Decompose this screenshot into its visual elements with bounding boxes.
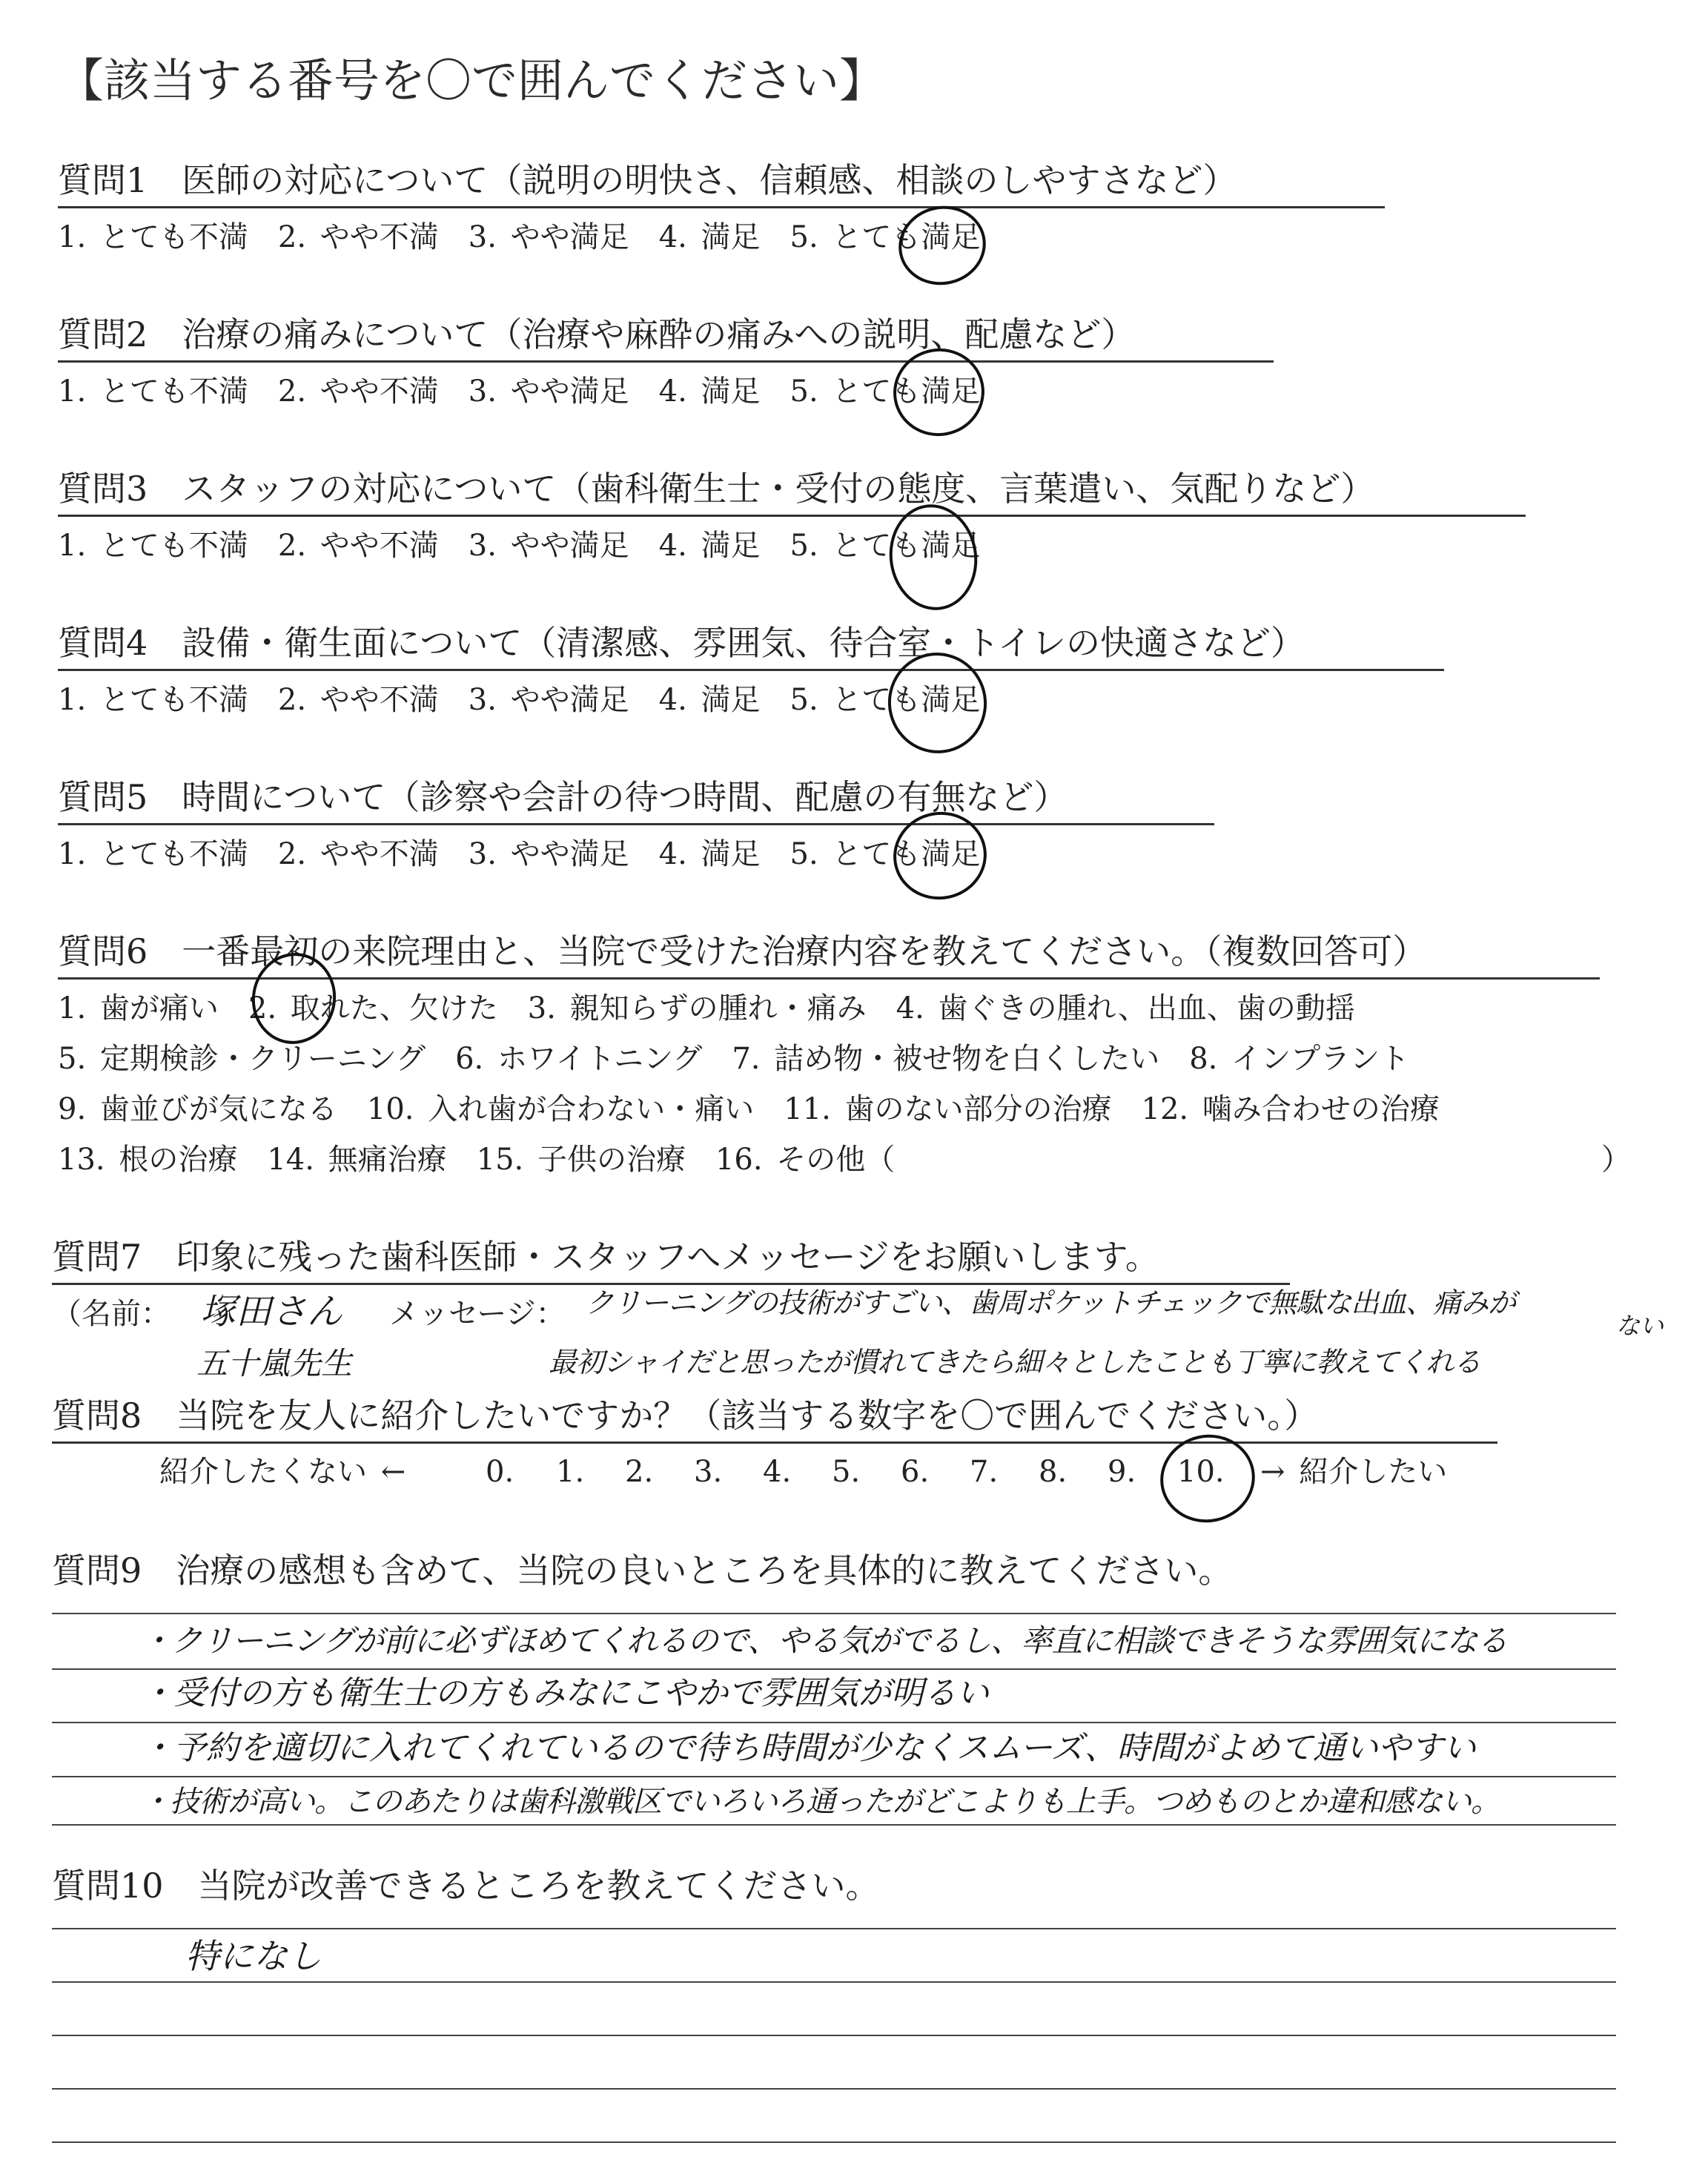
q4-options: 1. とても不満 2. やや不満 3. やや満足 4. 満足 5. とても満足 <box>58 683 981 717</box>
q8-scale-3: 3. <box>694 1455 723 1489</box>
q9-answer-1[interactable]: ・クリーニングが前に必ずほめてくれるので、やる気がでるし、率直に相談できそうな雰囲気になる <box>141 1622 1508 1659</box>
q6-options-line-3: 9. 歯並びが気になる 10. 入れ歯が合わない・痛い 11. 歯のない部分の治療 12. 噛み合わせの治療 <box>58 1092 1440 1126</box>
q1-answer-circle[interactable] <box>891 198 993 293</box>
q2-underline <box>58 360 1274 363</box>
q2-heading: 質問2 治療の痛みについて（治療や麻酔の痛みへの説明、配慮など） <box>58 314 1136 354</box>
q7-underline <box>52 1283 1290 1285</box>
q9-rule-2 <box>52 1668 1616 1670</box>
q3-options: 1. とても不満 2. やや不満 3. やや満足 4. 満足 5. とても満足 <box>58 529 981 563</box>
q6-other-close-paren: ） <box>1601 1143 1631 1177</box>
q8-scale-8: 8. <box>1039 1455 1068 1489</box>
q10-rule-4 <box>52 2088 1616 2090</box>
q9-heading: 質問9 治療の感想も含めて、当院の良いところを具体的に教えてください。 <box>52 1550 1233 1591</box>
q8-scale-6: 6. <box>901 1455 930 1489</box>
q3-underline <box>58 515 1526 517</box>
q10-rule-2 <box>52 1981 1616 1983</box>
q4-underline <box>58 669 1444 671</box>
q5-underline <box>58 823 1214 825</box>
q8-scale-2: 2. <box>625 1455 654 1489</box>
q10-answer[interactable]: 特になし <box>185 1936 322 1976</box>
q8-scale-10: 10. <box>1177 1455 1225 1489</box>
q10-rule-3 <box>52 2035 1616 2036</box>
q9-answer-2[interactable]: ・受付の方も衛生士の方もみなにこやかで雰囲気が明るい <box>141 1674 989 1712</box>
q6-heading: 質問6 一番最初の来院理由と、当院で受けた治療内容を教えてください。（複数回答可） <box>58 931 1427 971</box>
q1-heading: 質問1 医師の対応について（説明の明快さ、信頼感、相談のしやすさなど） <box>58 160 1237 200</box>
q9-rule-3 <box>52 1722 1616 1723</box>
q9-rule-1 <box>52 1613 1616 1614</box>
q8-left-label: 紹介したくない ← <box>159 1455 406 1489</box>
q7-name-label: （名前： <box>52 1297 171 1331</box>
q6-options-line-1: 1. 歯が痛い 2. 取れた、欠けた 3. 親知らずの腫れ・痛み 4. 歯ぐきの腫れ、出血、歯の動揺 <box>58 991 1355 1025</box>
q8-underline <box>52 1441 1497 1444</box>
q3-heading: 質問3 スタッフの対応について（歯科衛生士・受付の態度、言葉遣い、気配りなど） <box>58 469 1375 509</box>
q9-answer-4[interactable]: ・技術が高い。このあたりは歯科激戦区でいろいろ通ったがどこよりも上手。つめものとか違和感ない。 <box>141 1785 1500 1819</box>
q2-answer-circle[interactable] <box>887 341 992 443</box>
q8-scale-9: 9. <box>1108 1455 1136 1489</box>
q7-heading: 質問7 印象に残った歯科医師・スタッフへメッセージをお願いします。 <box>52 1237 1159 1277</box>
q6-options-line-2: 5. 定期検診・クリーニング 6. ホワイトニング 7. 詰め物・被せ物を白くしたい 8. インプラント <box>58 1042 1410 1076</box>
q2-options: 1. とても不満 2. やや不満 3. やや満足 4. 満足 5. とても満足 <box>58 374 981 409</box>
q5-answer-circle[interactable] <box>887 805 994 907</box>
q7-message-label: メッセージ： <box>389 1297 566 1331</box>
q8-scale-0: 0. <box>486 1455 514 1489</box>
q8-scale-5: 5. <box>832 1455 861 1489</box>
page-title: 【該当する番号を〇で囲んでください】 <box>58 53 886 108</box>
q9-rule-5 <box>52 1824 1616 1826</box>
q8-heading: 質問8 当院を友人に紹介したいですか？（該当する数字を〇で囲んでください。） <box>52 1396 1319 1436</box>
q7-message-line-1[interactable]: クリーニングの技術がすごい、歯周ポケットチェックで無駄な出血、痛みが <box>586 1287 1516 1319</box>
q1-underline <box>58 206 1385 208</box>
q5-heading: 質問5 時間について（診察や会計の待つ時間、配慮の有無など） <box>58 777 1068 817</box>
q9-rule-4 <box>52 1776 1616 1777</box>
q10-heading: 質問10 当院が改善できるところを教えてください。 <box>52 1866 880 1906</box>
q7-message-line-2[interactable]: 最初シャイだと思ったが慣れてきたら細々としたことも丁寧に教えてくれる <box>549 1346 1481 1378</box>
q10-rule-1 <box>52 1928 1616 1929</box>
q7-message-extra[interactable]: ない <box>1616 1312 1664 1340</box>
q7-name-value-2[interactable]: 五十嵐先生 <box>196 1345 353 1381</box>
q8-right-label: → 紹介したい <box>1260 1455 1448 1489</box>
q4-heading: 質問4 設備・衛生面について（清潔感、雰囲気、待合室・トイレの快適さなど） <box>58 623 1305 663</box>
q5-options: 1. とても不満 2. やや不満 3. やや満足 4. 満足 5. とても満足 <box>58 837 981 871</box>
q7-name-value-1[interactable]: 塚田さん <box>200 1291 343 1332</box>
q8-scale-4: 4. <box>763 1455 792 1489</box>
q9-answer-3[interactable]: ・予約を適切に入れてくれているので待ち時間が少なくスムーズ、時間がよめて通いやすい <box>141 1729 1476 1767</box>
q10-rule-5 <box>52 2141 1616 2143</box>
q1-options: 1. とても不満 2. やや不満 3. やや満足 4. 満足 5. とても満足 <box>58 220 981 254</box>
q8-scale-1: 1. <box>556 1455 585 1489</box>
q6-options-line-4: 13. 根の治療 14. 無痛治療 15. 子供の治療 16. その他（ <box>58 1143 896 1177</box>
q8-scale-7: 7. <box>970 1455 999 1489</box>
